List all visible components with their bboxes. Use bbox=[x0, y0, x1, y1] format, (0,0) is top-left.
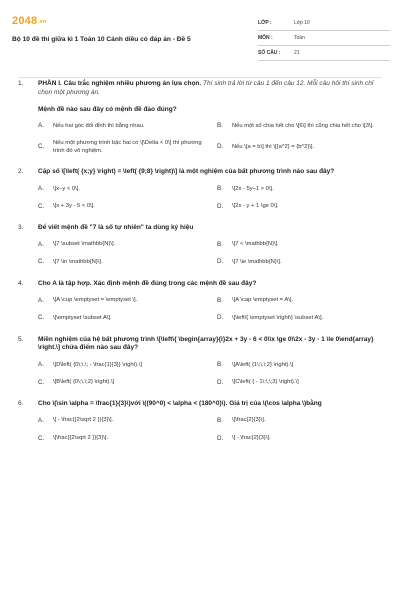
option-text: \[7 \in \mathbb{N}\]. bbox=[53, 258, 103, 265]
option-text: \[A \cup \emptyset = \emptyset \]. bbox=[53, 297, 138, 304]
option-letter: C. bbox=[38, 378, 45, 386]
option-letter: B. bbox=[217, 417, 223, 425]
header-divider bbox=[18, 77, 382, 78]
logo-main: 2048 bbox=[12, 15, 38, 27]
question-text bbox=[38, 336, 382, 354]
question-head bbox=[18, 336, 382, 354]
option-letter: B. bbox=[217, 361, 223, 369]
option-d[interactable] bbox=[217, 140, 382, 156]
option-a[interactable] bbox=[38, 185, 203, 194]
site-logo[interactable] bbox=[12, 14, 46, 29]
option-text: \[2x - y + 1 \ge 0\]. bbox=[232, 203, 279, 210]
option-letter: A. bbox=[38, 361, 44, 369]
option-letter: A. bbox=[38, 417, 44, 425]
option-text: \[\frac{{2\sqrt 2 }}{3}\]. bbox=[53, 434, 109, 441]
option-d[interactable] bbox=[217, 379, 382, 388]
question-head bbox=[18, 80, 382, 98]
option-text: \[x–y < 0\]. bbox=[53, 185, 80, 192]
option-c[interactable] bbox=[38, 435, 203, 444]
question-text bbox=[38, 224, 382, 233]
option-d[interactable] bbox=[217, 203, 382, 212]
option-letter: A. bbox=[38, 296, 44, 304]
option-text: \[\frac{2}{3}\]. bbox=[232, 417, 266, 424]
meta-label: LỚP : bbox=[258, 19, 272, 26]
options bbox=[38, 122, 382, 155]
option-letter: B. bbox=[217, 296, 223, 304]
option-letter: C. bbox=[38, 258, 45, 266]
option-letter: D. bbox=[217, 314, 224, 322]
page-header bbox=[10, 12, 390, 72]
options bbox=[38, 417, 382, 443]
question-6 bbox=[18, 400, 382, 443]
option-text: \[A\left( {1\;\,\;2} \right).\] bbox=[232, 361, 294, 368]
option-text: \[ - \frac{{2\sqrt 2 }}{3}\]. bbox=[53, 417, 114, 424]
question-number: 3. bbox=[18, 224, 24, 232]
option-text: \[A \cap \emptyset = A\]. bbox=[232, 297, 294, 304]
option-a[interactable] bbox=[38, 241, 203, 250]
option-c[interactable] bbox=[38, 379, 203, 388]
question-text-bold: Để viết mệnh đề "7 là số tự nhiên" ta dùng ký hiệu bbox=[38, 224, 194, 232]
question-2 bbox=[18, 168, 382, 211]
question-head bbox=[18, 168, 382, 177]
meta-row-question-count bbox=[258, 46, 390, 61]
option-text: \[7 \ie \mathbb{N}\]. bbox=[232, 258, 282, 265]
question-head bbox=[18, 400, 382, 409]
question-text-bold: Cặp số \[\left( {x;y} \right) = \left( {9;8} \right)\] là một nghiệm của bất phương trình nào sau đây? bbox=[38, 168, 335, 176]
option-text: \[x + 3y - 5 < 0\]. bbox=[53, 203, 95, 210]
option-text: \[2x - 5y–1 > 0\]. bbox=[232, 185, 274, 192]
part-title: PHẦN I. Câu trắc nghiệm nhiều phương án lựa chọn. bbox=[38, 80, 202, 87]
option-c[interactable] bbox=[38, 203, 203, 212]
option-c[interactable] bbox=[38, 314, 203, 323]
option-b[interactable] bbox=[217, 241, 382, 250]
meta-row-class bbox=[258, 16, 390, 31]
option-b[interactable] bbox=[217, 361, 382, 370]
option-text: \[\emptyset \subset A\]. bbox=[53, 314, 112, 321]
option-d[interactable] bbox=[217, 314, 382, 323]
question-text bbox=[38, 168, 382, 177]
option-letter: C. bbox=[38, 434, 45, 442]
meta-label: MÔN : bbox=[258, 34, 273, 41]
question-head bbox=[18, 224, 382, 233]
option-letter: A. bbox=[38, 240, 44, 248]
option-a[interactable] bbox=[38, 361, 203, 370]
meta-value: 21 bbox=[294, 49, 300, 56]
question-text bbox=[38, 400, 382, 409]
option-b[interactable] bbox=[217, 417, 382, 426]
question-number: 2. bbox=[18, 168, 24, 176]
option-text: \[C\left( { - 1\;\,\;3} \right).\] bbox=[232, 379, 299, 386]
option-text: \[\left\{ \emptyset \right\} \subset A\]. bbox=[232, 314, 324, 321]
question-4 bbox=[18, 280, 382, 323]
option-text: Nếu \[a = b\] thì \[{a^2} = {b^2}\]. bbox=[232, 143, 315, 150]
meta-value: Lớp 10 bbox=[294, 19, 310, 26]
meta-table bbox=[258, 16, 390, 61]
options bbox=[38, 361, 382, 387]
option-text: Nếu hai góc đối đỉnh thì bằng nhau. bbox=[53, 122, 145, 129]
option-b[interactable] bbox=[217, 122, 382, 131]
question-1 bbox=[18, 80, 382, 155]
question-text-bold: Cho A là tập hợp. Xác định mệnh đề đúng trong các mệnh đề sau đây? bbox=[38, 279, 257, 287]
option-a[interactable] bbox=[38, 417, 203, 426]
option-text: Nếu một số chia hết cho \[6\] thì cũng chia hết cho \[3\]. bbox=[232, 122, 374, 129]
question-text-bold: Miền nghiệm của hệ bất phương trình \[\left\{ \begin{array}{l}2x + 3y - 6 < 0\\x \ge 0\\2x - 3y - 1 \le 0\end{array} \right.\] chứa điểm nào sau đây? bbox=[38, 335, 374, 352]
option-text: Nếu một phương trình bậc hai có \[\Delta < 0\] thì phương trình đó vô nghiệm. bbox=[53, 139, 202, 154]
question-5 bbox=[18, 336, 382, 388]
options bbox=[38, 241, 382, 267]
question-number: 5. bbox=[18, 335, 24, 343]
option-letter: D. bbox=[217, 202, 224, 210]
option-text: \[ - \frac{2}{3}\]. bbox=[232, 434, 271, 441]
option-a[interactable] bbox=[38, 297, 203, 306]
option-c[interactable] bbox=[38, 140, 203, 156]
option-letter: D. bbox=[217, 258, 224, 266]
option-text: \[B\left( {0\;\,\;2} \right).\] bbox=[53, 379, 115, 386]
meta-row-subject bbox=[258, 31, 390, 46]
question-stem: Mệnh đề nào sau đây có mệnh đề đảo đúng? bbox=[38, 105, 177, 113]
option-a[interactable] bbox=[38, 122, 203, 131]
option-letter: A. bbox=[38, 122, 44, 130]
option-text: \[D\left( {0\;\,\; - \frac{1}{3}} \right).\] bbox=[53, 361, 142, 368]
part-note: Thí sinh trả lời từ câu 1 đến câu 12. Mỗi câu hỏi thí sinh chỉ chọn một phương án. bbox=[38, 80, 374, 96]
option-letter: A. bbox=[38, 185, 44, 193]
question-head bbox=[18, 280, 382, 289]
option-b[interactable] bbox=[217, 185, 382, 194]
options bbox=[38, 185, 382, 211]
option-c[interactable] bbox=[38, 258, 203, 267]
question-intro bbox=[38, 80, 382, 98]
option-d[interactable] bbox=[217, 435, 382, 444]
question-list bbox=[18, 80, 382, 456]
question-number: 4. bbox=[18, 279, 24, 287]
option-text: \[7 < \mathbb{N}\]. bbox=[232, 241, 279, 248]
question-number: 1. bbox=[18, 80, 24, 87]
option-letter: C. bbox=[38, 202, 45, 210]
question-number: 6. bbox=[18, 400, 24, 408]
option-letter: B. bbox=[217, 240, 223, 248]
question-text bbox=[38, 280, 382, 289]
option-d[interactable] bbox=[217, 258, 382, 267]
meta-label: SỐ CÂU : bbox=[258, 49, 281, 56]
option-letter: D. bbox=[217, 143, 224, 151]
question-text-bold: Cho \(\sin \alpha = \frac{1}{3}\)với \((90^0) < \alpha < (180^0)\). Giá trị của \(\cos \alpha \)bằng bbox=[38, 400, 322, 408]
question-3 bbox=[18, 224, 382, 267]
option-letter: D. bbox=[217, 378, 224, 386]
option-letter: B. bbox=[217, 185, 223, 193]
option-b[interactable] bbox=[217, 297, 382, 306]
option-letter: D. bbox=[217, 434, 224, 442]
option-letter: C. bbox=[38, 143, 45, 151]
meta-value: Toán bbox=[294, 34, 305, 41]
document-title: Bộ 10 đề thi giữa kì 1 Toán 10 Cánh diều có đáp án - Đề 5 bbox=[12, 36, 191, 43]
option-letter: C. bbox=[38, 314, 45, 322]
option-letter: B. bbox=[217, 122, 223, 130]
logo-tld: .vn bbox=[38, 19, 47, 25]
options bbox=[38, 297, 382, 323]
option-text: \[7 \subset \mathbb{N}\]. bbox=[53, 241, 116, 248]
